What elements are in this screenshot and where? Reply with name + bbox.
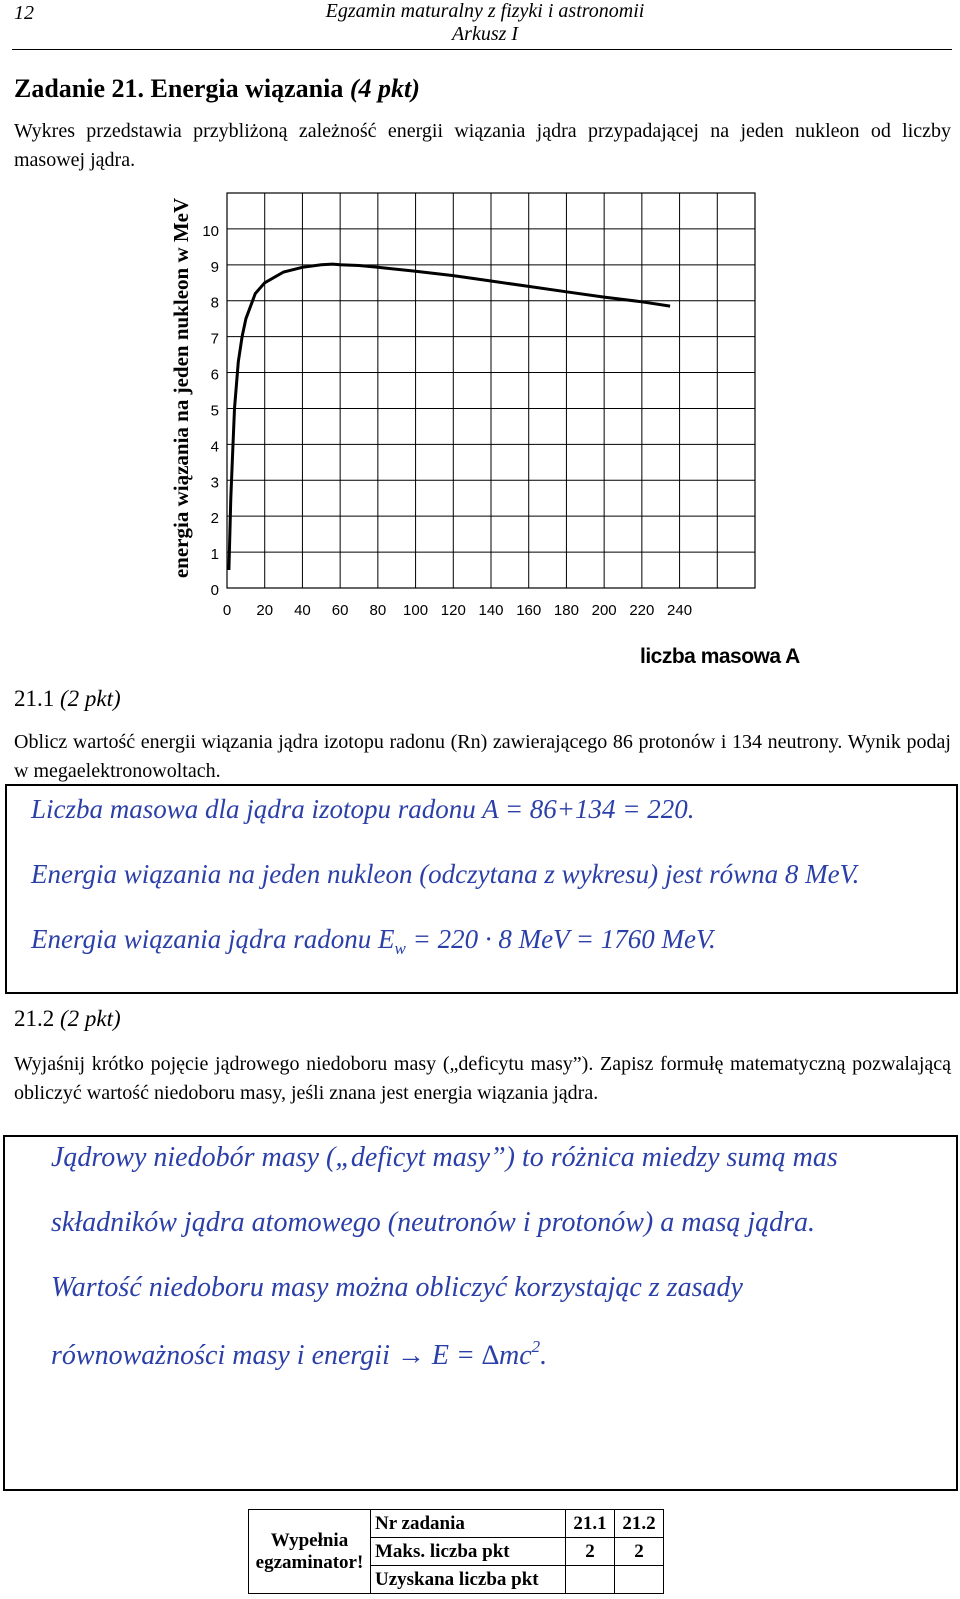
- earned-points-21-2[interactable]: [615, 1566, 664, 1594]
- exam-title: Egzamin maturalny z fizyki i astronomii: [325, 0, 645, 22]
- subtask-2-text: Wyjaśnij krótko pojęcie jądrowego niedoboru masy („deficytu masy”). Zapisz formułę matematyczną pozwalającą obliczyć wartość niedoboru masy, jeśli znana jest energia wiązania jądra.: [14, 1053, 951, 1104]
- subtask-1-points: (2 pkt): [60, 686, 121, 711]
- y-tick-label: 1: [210, 546, 219, 564]
- y-tick-label: 8: [210, 294, 219, 312]
- x-tick-label: 180: [553, 602, 579, 619]
- x-tick-label: 80: [369, 602, 387, 619]
- binding-energy-chart: [155, 185, 795, 635]
- x-tick-label: 220: [629, 602, 655, 619]
- row-task-number-label: Nr zadania: [371, 1510, 566, 1538]
- y-tick-label: 9: [210, 258, 219, 276]
- y-tick-label: 10: [202, 222, 219, 240]
- answer-1-line-2: Energia wiązania na jeden nukleon (odczytana z wykresu) jest równa 8 MeV.: [31, 859, 860, 889]
- x-tick-label: 40: [294, 602, 311, 619]
- x-tick-label: 60: [331, 602, 349, 619]
- header-rule: [12, 49, 952, 50]
- answer-2-line-3: Wartość niedoboru masy można obliczyć korzystając z zasady: [51, 1272, 743, 1303]
- y-tick-label: 0: [210, 582, 219, 599]
- subscript-w: w: [394, 939, 406, 958]
- subtask-1-text: Oblicz wartość energii wiązania jądra izotopu radonu (Rn) zawierającego 86 protonów i 134 neutrony. Wynik podaj w megaelektronowoltach.: [14, 731, 951, 782]
- earned-points-21-1[interactable]: [566, 1566, 615, 1594]
- formula-end: .: [540, 1340, 548, 1371]
- answer-2-line-1: Jądrowy niedobór masy („deficyt masy”) to różnica miedzy sumą mas: [51, 1142, 838, 1173]
- task-number-21-2: 21.2: [615, 1510, 664, 1538]
- arrow-icon: →: [396, 1340, 425, 1371]
- x-tick-label: 120: [440, 602, 466, 619]
- answer-1-line-3: [31, 924, 716, 959]
- task-title-text: Zadanie 21. Energia wiązania: [14, 74, 350, 103]
- page-number: 12: [14, 2, 34, 24]
- y-tick-label: 4: [210, 438, 219, 456]
- answer-box-2: [3, 1135, 958, 1491]
- task-title: [14, 74, 420, 104]
- subtask-2-title: [14, 1006, 121, 1032]
- x-tick-labels: [223, 602, 692, 619]
- examiner-fill-label: Wypełnia egzaminator!: [249, 1510, 371, 1594]
- x-tick-label: 240: [667, 602, 693, 619]
- x-tick-label: 0: [222, 602, 232, 619]
- answer-1-line-3-text: Energia wiązania jądra radonu E: [31, 924, 395, 954]
- y-tick-label: 7: [210, 330, 219, 348]
- row-earned-points-label: Uzyskana liczba pkt: [371, 1566, 566, 1594]
- y-tick-labels: [202, 223, 219, 599]
- answer-2-line-4-text: równoważności masy i energii: [51, 1340, 397, 1371]
- y-tick-label: 3: [210, 474, 219, 492]
- subtask-1-title: [14, 686, 121, 712]
- x-tick-label: 200: [591, 602, 617, 619]
- max-points-21-2: 2: [615, 1538, 664, 1566]
- exam-header: [320, 0, 650, 46]
- exam-sheet: Arkusz I: [451, 23, 519, 45]
- x-tick-label: 160: [516, 602, 542, 619]
- answer-2-line-4: [51, 1337, 547, 1372]
- x-axis-label: liczba masowa A: [640, 645, 800, 668]
- answer-2-line-2: składników jądra atomowego (neutronów i protonów) a masą jądra.: [51, 1207, 816, 1238]
- y-tick-label: 5: [210, 402, 219, 420]
- answer-box-1: [5, 784, 958, 994]
- x-tick-label: 100: [403, 602, 429, 619]
- answer-1-line-3-formula: = 220 · 8 MeV = 1760 MeV.: [405, 924, 716, 954]
- max-points-21-1: 2: [566, 1538, 615, 1566]
- score-table: [248, 1509, 664, 1594]
- subtask-2-number: 21.2: [14, 1006, 60, 1031]
- y-axis-label: energia wiązania na jeden nukleon w MeV: [169, 197, 193, 579]
- y-tick-label: 6: [210, 366, 219, 384]
- x-tick-label: 20: [256, 602, 274, 619]
- y-tick-label: 2: [210, 510, 219, 528]
- task-points: (4 pkt): [349, 74, 420, 103]
- chart-grid: [227, 193, 755, 588]
- subtask-1-number: 21.1: [14, 686, 60, 711]
- subtask-2-points: (2 pkt): [60, 1006, 121, 1031]
- task-number-21-1: 21.1: [566, 1510, 615, 1538]
- row-max-points-label: Maks. liczba pkt: [371, 1538, 566, 1566]
- answer-1-line-1: Liczba masowa dla jądra izotopu radonu A = 86+134 = 220.: [31, 794, 695, 824]
- formula: E = ∆mc: [424, 1340, 532, 1371]
- task-intro: Wykres przedstawia przybliżoną zależność energii wiązania jądra przypadającej na jeden nukleon od liczby masowej jądra.: [14, 120, 951, 171]
- superscript-2: 2: [531, 1337, 541, 1356]
- x-tick-label: 140: [478, 602, 504, 619]
